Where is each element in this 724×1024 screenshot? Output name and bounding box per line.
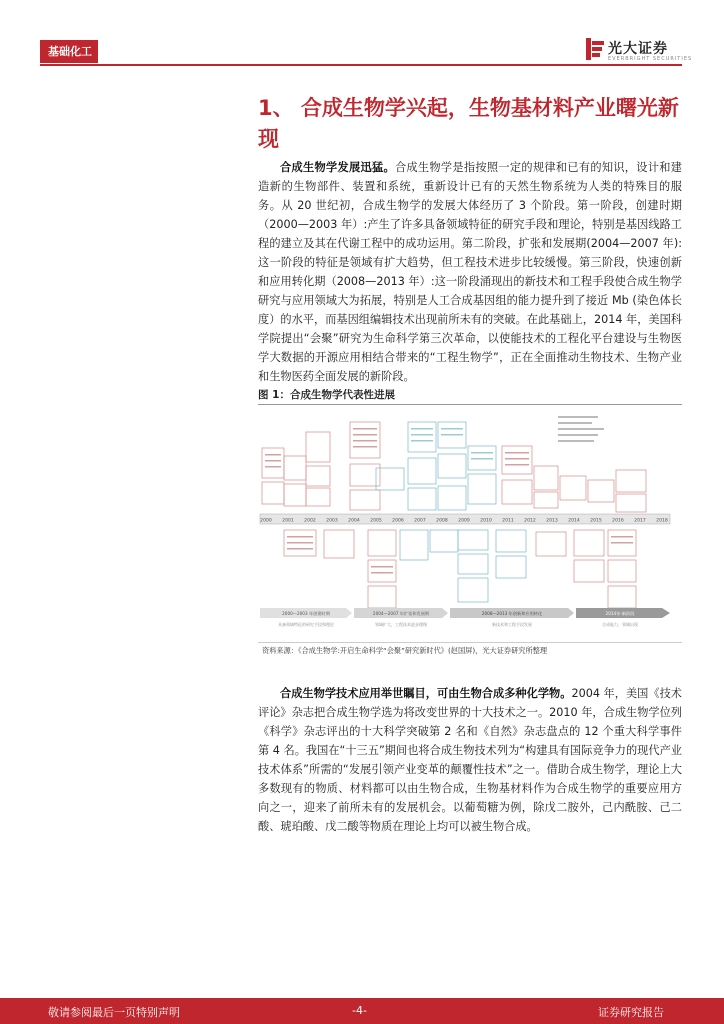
page-number: -4-	[352, 1004, 367, 1017]
timeline-year-label: 2010	[480, 518, 492, 524]
timeline-year-label: 2000	[260, 518, 272, 524]
timeline-year-label: 2013	[546, 518, 558, 524]
brand-name: 光大证券	[608, 41, 668, 57]
header-divider	[40, 64, 682, 66]
figure-title: 图 1：合成生物学代表性进展	[258, 389, 395, 401]
phase-label-1: 2000—2003 年创建时期	[282, 611, 330, 616]
phase-note-3: 新技术和工程手段发展	[492, 622, 532, 627]
paragraph-text: 2004 年，美国《技术评论》杂志把合成生物学选为将改变世界的十大技术之一。2010 年，合成生物学位列《科学》杂志评出的十大科学突破第 2 名和《自然》杂志盘点的 12 个重大科学事件第 4 名。我国在“十三五”期间也将合成生物技术列为“构建具有国际竞争力的现代产业技术体系”所需的“发展引领产业变革的颠覆性技术”之一。借助合成生物学，理论上大多数现有的物质、材料都可以由生物合成，生物基材料作为合成生物学的重要应用方向之一，迎来了前所未有的发展机会。以葡萄糖为例，除戊二胺外，己内酰胺、己二酸、琥珀酸、戊二酸等物质在理论上均可以被生物合成。	[258, 687, 682, 833]
footer-disclaimer: 敬请参阅最后一页特别声明	[48, 1006, 180, 1019]
timeline-year-label: 2012	[524, 518, 536, 524]
phase-note-1: 具备领域特征的研究手段和理论	[278, 622, 334, 627]
figure-bottom-rule	[258, 642, 682, 643]
timeline-year-label: 2016	[612, 518, 624, 524]
timeline-year-label: 2004	[348, 518, 360, 524]
figure-top-rule	[258, 404, 682, 405]
phase-note-2: 领域扩大，工程技术进步缓慢	[375, 622, 427, 627]
timeline-year-label: 2006	[392, 518, 404, 524]
timeline-year-label: 2015	[590, 518, 602, 524]
timeline-year-label: 2005	[370, 518, 382, 524]
timeline-year-label: 2007	[414, 518, 426, 524]
timeline-year-label: 2003	[326, 518, 338, 524]
paragraph-lead: 合成生物学发展迅猛。	[280, 161, 395, 174]
brand-subtitle: EVERBRIGHT SECURITIES	[608, 56, 693, 62]
phase-note-4: 合成能力，领域出现	[602, 622, 638, 627]
timeline-year-label: 2002	[304, 518, 316, 524]
brand-logo-icon	[586, 38, 604, 60]
section-tag: 基础化工	[40, 40, 98, 63]
timeline-year-label: 2017	[634, 518, 646, 524]
paragraph-applications	[258, 684, 682, 836]
timeline-year-label: 2014	[568, 518, 580, 524]
phase-label-3: 2008—2013 年创新和应用转化	[481, 611, 543, 616]
footer-report-type: 证券研究报告	[598, 1006, 664, 1019]
timeline-year-label: 2011	[502, 518, 514, 524]
timeline-year-label: 2008	[436, 518, 448, 524]
timeline-figure	[258, 408, 682, 640]
figure-source: 资料来源：《合成生物学:开启生命科学“会聚”研究新时代》(赵国屏)，光大证券研究所整理	[262, 646, 548, 655]
paragraph-development	[258, 158, 682, 386]
timeline-year-label: 2018	[656, 518, 668, 524]
timeline-year-label: 2009	[458, 518, 470, 524]
phase-label-2: 2004—2007 年扩张和发展期	[372, 611, 430, 616]
phase-label-4: 2014年-新阶段	[605, 611, 635, 616]
paragraph-text: 合成生物学是指按照一定的规律和已有的知识，设计和建造新的生物部件、装置和系统，重新设计已有的天然生物系统为人类的特殊目的服务。从 20 世纪初，合成生物学的发展大体经历了 3 个阶段。第一阶段，创建时期（2000—2003 年）:产生了许多具备领域特征的研究手段和理论，特别是基因线路工程的建立及其在代谢工程中的成功运用。第二阶段，扩张和发展期(2004—2007 年):这一阶段的特征是领域有扩大趋势，但工程技术进步比较缓慢。第三阶段，快速创新和应用转化期（2008—2013 年）:这一阶段涌现出的新技术和工程手段使合成生物学研究与应用领域大为拓展，特别是人工合成基因组的能力提升到了接近 Mb (染色体长度）的水平，而基因组编辑技术出现前所未有的突破。在此基础上，2014 年，美国科学院提出“会聚”研究为生命科学第三次革命，以使能技术的工程化平台建设与生物医学大数据的开源应用相结合带来的“工程生物学”，正在全面推动生物技术、生物产业和生物医药全面发展的新阶段。	[258, 161, 682, 383]
section-heading: 1、 合成生物学兴起，生物基材料产业曙光新现	[258, 96, 679, 151]
paragraph-lead: 合成生物学技术应用举世瞩目，可由生物合成多种化学物。	[280, 687, 572, 700]
timeline-year-label: 2001	[282, 518, 294, 524]
